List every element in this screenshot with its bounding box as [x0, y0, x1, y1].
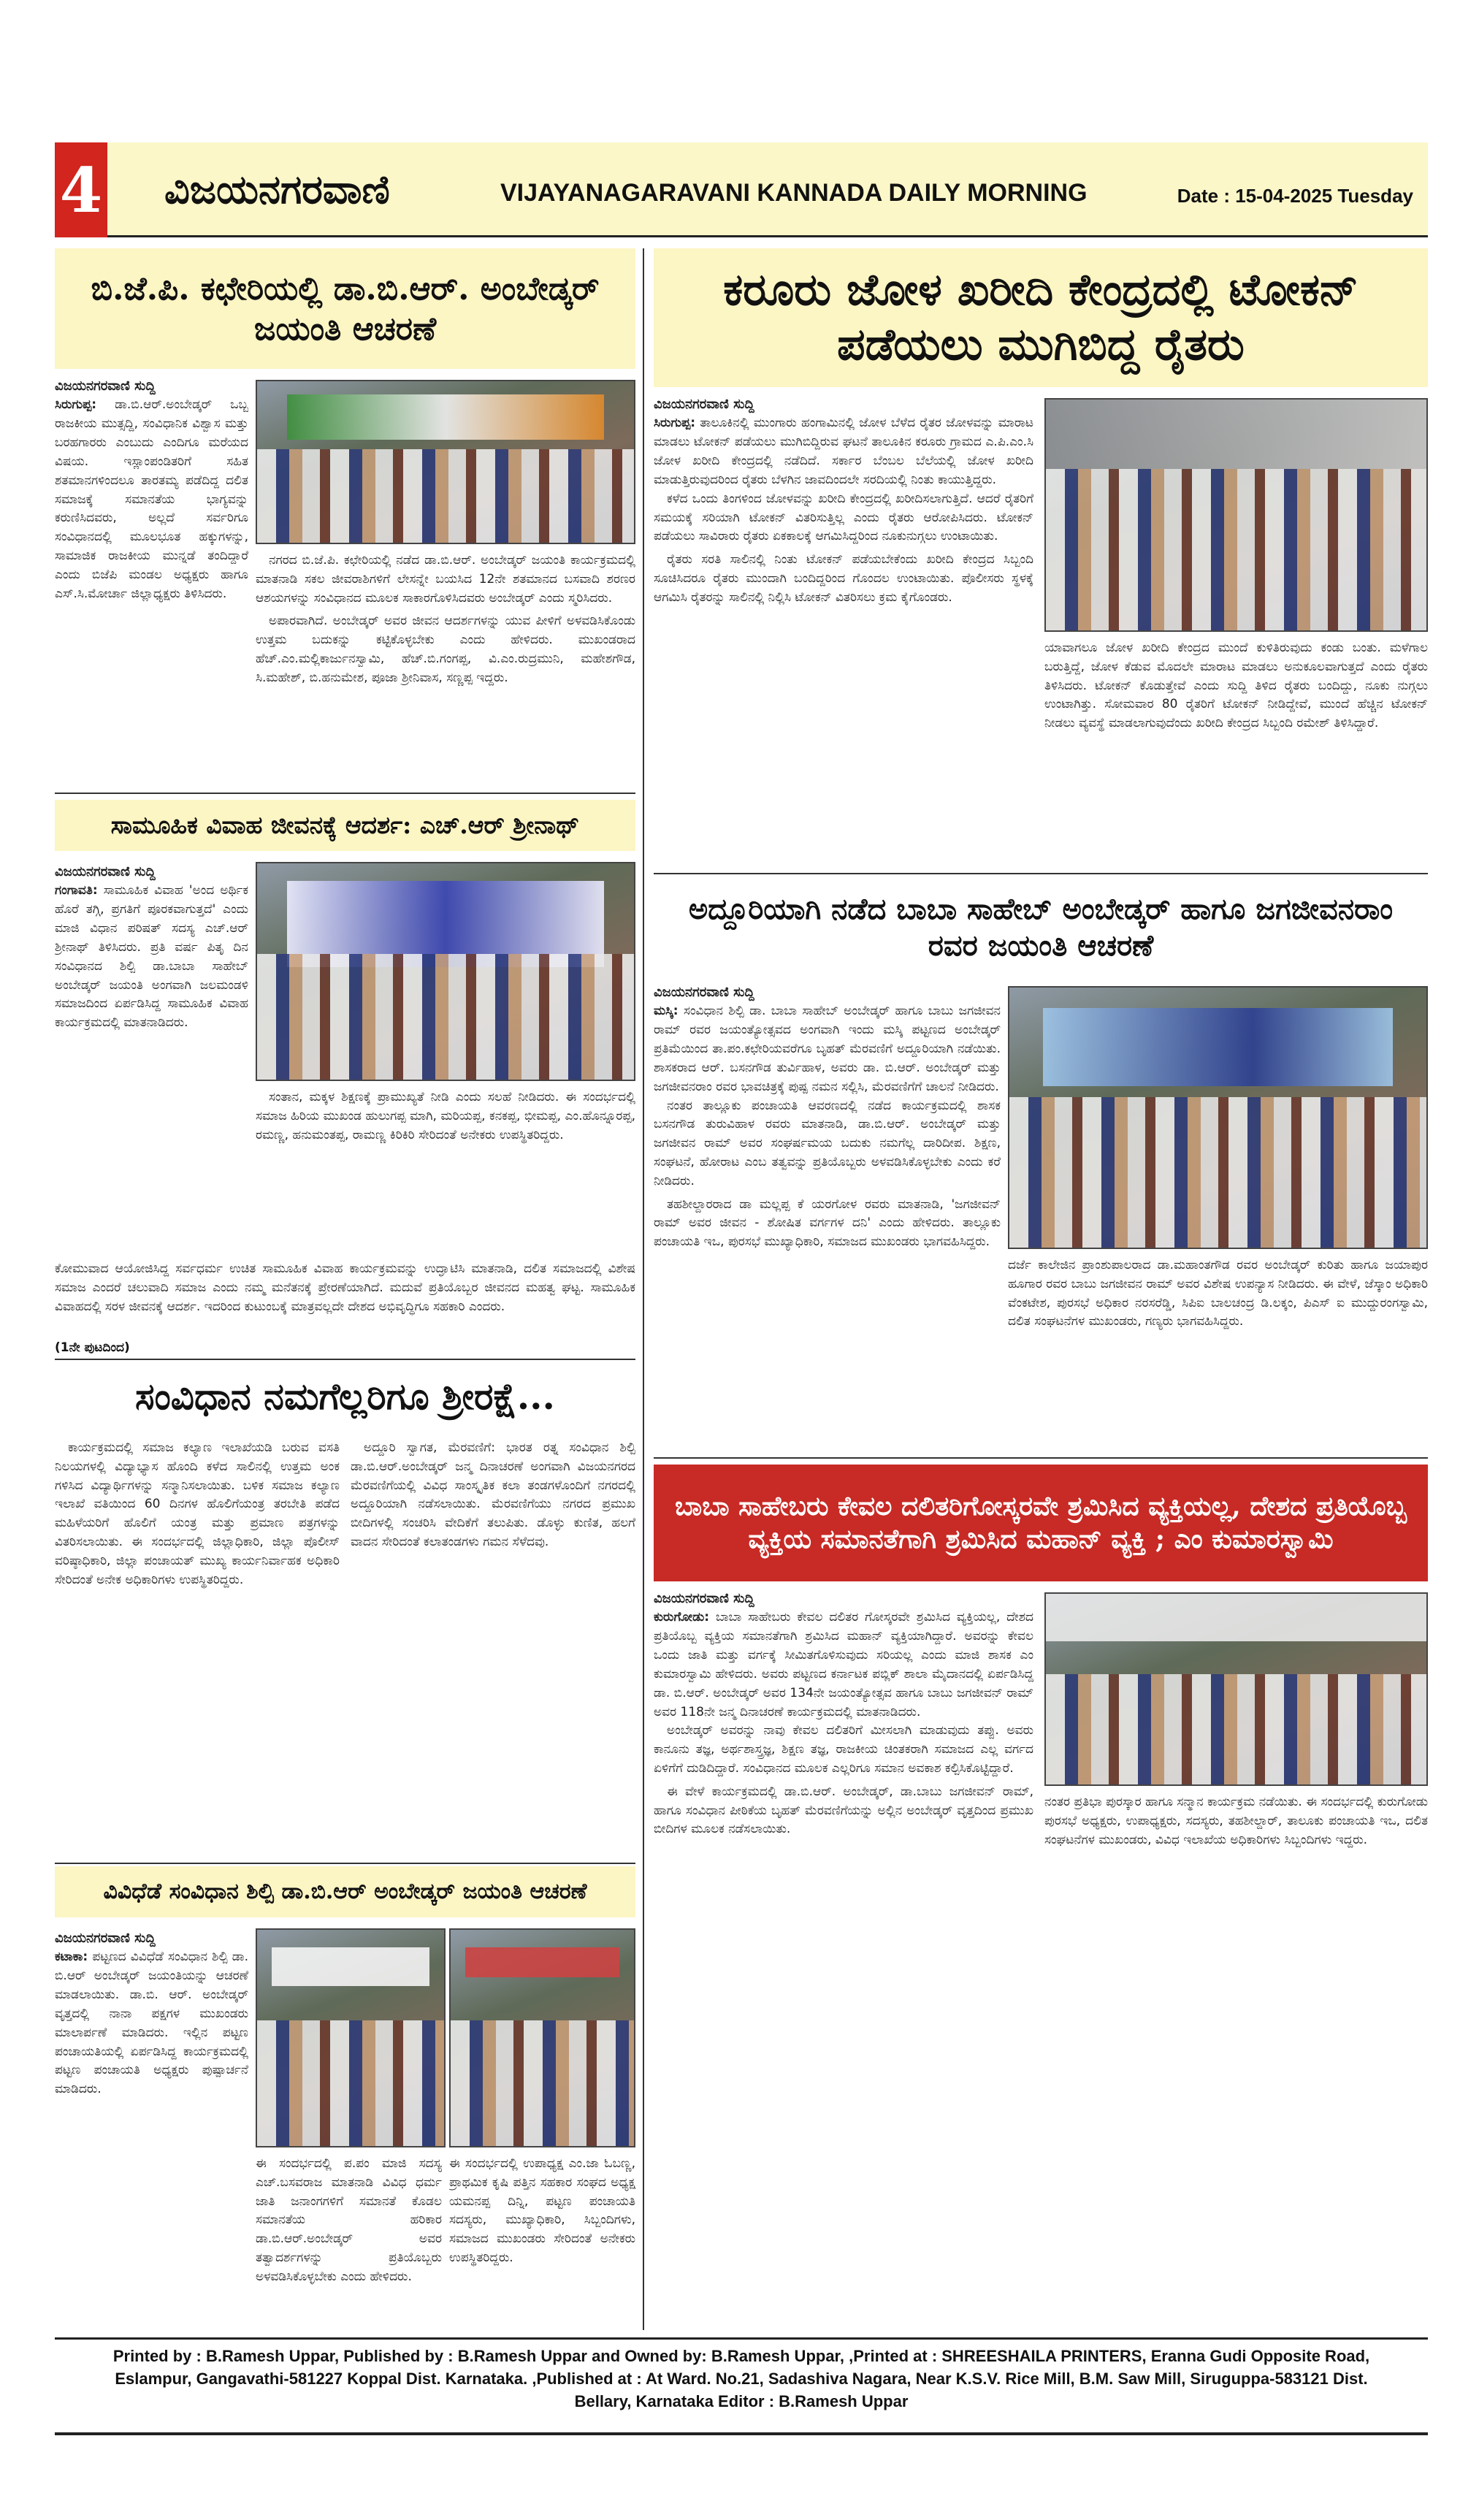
photo-karur [1044, 398, 1428, 632]
article-text: ಪಟ್ಟಣದ ವಿವಿಧೆಡೆ ಸಂವಿಧಾನ ಶಿಲ್ಪಿ ಡಾ. ಬಿ.ಆರ್ ಅಂಬೇಡ್ಕರ್ ಜಯಂತಿಯನ್ನು ಆಚರಣೆ ಮಾಡಲಾಯಿತು. ಡಾ.ಬಿ. ಆರ್. ಅಂಬೇಡ್ಕರ್ ವೃತ್ತದಲ್ಲಿ ನಾನಾ ಪಕ್ಷಗಳ ಮುಖಂಡರು ಮಾಲಾರ್ಪಣೆ ಮಾಡಿದರು. ಇಲ್ಲಿನ ಪಟ್ಟಣ ಪಂಚಾಯತಿಯಲ್ಲಿ ಏರ್ಪಡಿಸಿದ್ದ ಕಾರ್ಯಕ್ರಮದಲ್ಲಿ ಪಟ್ಟಣ ಪಂಚಾಯತಿ ಅಧ್ಯಕ್ಷರು ಪುಷ್ಪಾರ್ಚನೆ ಮಾಡಿದರು. [55, 1950, 248, 2097]
article-text: ಸಂತಾನ, ಮಕ್ಕಳ ಶಿಕ್ಷಣಕ್ಕೆ ಪ್ರಾಮುಖ್ಯತೆ ನೀಡಿ ಎಂದು ಸಲಹೆ ನೀಡಿದರು. ಈ ಸಂದರ್ಭದಲ್ಲಿ ಸಮಾಜ ಹಿರಿಯ ಮುಖಂಡ ಹುಲುಗಪ್ಪ ಮಾಗಿ, ಮರಿಯಪ್ಪ, ಕನಕಪ್ಪ, ಭೀಮಪ್ಪ, ಎಂ.ಹೊನ್ನೂರಪ್ಪ, ರಮಣ್ಣ, ಹನುಮಂತಪ್ಪ, ರಾಮಣ್ಣ ಕಿರಿಕಿರಿ ಸೇರಿದಂತೆ ಅನೇಕರು ಉಪಸ್ಥಿತರಿದ್ದರು. [256, 1090, 635, 1142]
imprint-line: Bellary, Karnataka Editor : B.Ramesh Uppar [574, 2391, 909, 2410]
place: ಸಿರುಗುಪ್ಪ: [55, 397, 97, 413]
photo-kumaraswamy [1044, 1592, 1428, 1786]
article-various-col1 [55, 1928, 248, 2330]
article-karur-col2 [1044, 639, 1428, 862]
article-bjp-col2 [256, 551, 635, 793]
place: ಮಸ್ಕಿ: [654, 1004, 679, 1019]
headline-constitution: ಸಂವಿಧಾನ ನಮಗೆಲ್ಲರಿಗೂ ಶ್ರೀರಕ್ಷೆ... [55, 1362, 635, 1432]
article-text: ಸಾಮೂಹಿಕ ವಿವಾಹ 'ಅಂದ ಅರ್ಥಿಕ ಹೊರೆ ತಗ್ಗಿ, ಪ್ರಗತಿಗೆ ಪೂರಕವಾಗುತ್ತದೆ' ಎಂದು ಮಾಜಿ ವಿಧಾನ ಪರಿಷತ್ ಸದಸ್ಯ ಎಚ್.ಆರ್ ಶ್ರೀನಾಥ್ ತಿಳಿಸಿದರು. ಪ್ರತಿ ವರ್ಷ ಪಿತೃ ದಿನ ಸಂವಿಧಾನದ ಶಿಲ್ಪಿ ಡಾ.ಬಾಬಾ ಸಾಹೇಬ್ ಅಂಬೇಡ್ಕರ್ ಜಯಂತಿ ಅಂಗವಾಗಿ ಜಲಮಂಡಳಿ ಸಮಾಜದಿಂದ ಏರ್ಪಡಿಸಿದ್ದ ಸಾಮೂಹಿಕ ವಿವಾಹ ಕಾರ್ಯಕ್ರಮದಲ್ಲಿ ಮಾತನಾಡಿದರು. [55, 883, 248, 1031]
article-various-col2 [256, 2155, 442, 2330]
photo-mass-marriage [256, 862, 635, 1081]
article-text: ಅದ್ದೂರಿ ಸ್ವಾಗತ, ಮೆರವಣಿಗೆ: ಭಾರತ ರತ್ನ ಸಂವಿಧಾನ ಶಿಲ್ಪಿ ಡಾ.ಬಿ.ಆರ್.ಅಂಬೇಡ್ಕರ್ ಜನ್ಮ ದಿನಾಚರಣೆ ಅಂಗವಾಗಿ ವಿಜಯನಗರದ ಮೆರವಣಿಗೆಯಲ್ಲಿ ವಿವಿಧ ಸಾಂಸ್ಕೃತಿಕ ಕಲಾ ತಂಡಗಳೊಂದಿಗೆ ನಗರದಲ್ಲಿ ಅದ್ದೂರಿಯಾಗಿ ನಡೆಸಲಾಯಿತು. ಮೆರವಣಿಗೆಯು ನಗರದ ಪ್ರಮುಖ ಬೀದಿಗಳಲ್ಲಿ ಸಂಚರಿಸಿ ವೇದಿಕೆಗೆ ತಲುಪಿತು. ಡೊಳ್ಳು ಕುಣಿತ, ಹಲಗೆ ವಾದನ ಸೇರಿದಂತೆ ಕಲಾತಂಡಗಳು ಗಮನ ಸೆಳೆದವು. [351, 1440, 635, 1550]
paper-name-kannada: ವಿಜಯನಗರವಾಣಿ [164, 166, 390, 213]
article-various-col3 [449, 2155, 635, 2330]
article-mass-marriage-col1 [55, 862, 248, 1256]
article-text: ಕೋಮುವಾದ ಆಯೋಜಿಸಿದ್ದ ಸರ್ವಧರ್ಮ ಉಚಿತ ಸಾಮೂಹಿಕ ವಿವಾಹ ಕಾರ್ಯಕ್ರಮವನ್ನು ಉದ್ಘಾಟಿಸಿ ಮಾತನಾಡಿ, ದಲಿತ ಸಮಾಜದಲ್ಲಿ ವಿಶೇಷ ಸಮಾಜ ಎಂದರೆ ಚಲುವಾದಿ ಸಮಾಜ ಎಂದು ನಮ್ಮ ಮನೆತನಕ್ಕೆ ಪ್ರೇರಣೆಯಾಗಿದೆ. ಮದುವೆ ಪ್ರತಿಯೊಬ್ಬರ ಜೀವನದ ಮಹತ್ವ ಘಟ್ಟ. ಸಾಮೂಹಿಕ ವಿವಾಹದಲ್ಲಿ ಸರಳ ಜೀವನಕ್ಕೆ ಆದರ್ಶ. ಇದರಿಂದ ಕುಟುಂಬಕ್ಕೆ ಮಾತ್ರವಲ್ಲದೇ ದೇಶದ ಅಭಿವೃದ್ಧಿಗೂ ಸಹಕಾರಿ ಎಂದರು. [55, 1261, 635, 1314]
headline-various-places: ವಿವಿಧೆಡೆ ಸಂವಿಧಾನ ಶಿಲ್ಪಿ ಡಾ.ಬಿ.ಆರ್ ಅಂಬೇಡ್ಕರ್ ಜಯಂತಿ ಆಚರಣೆ [55, 1866, 635, 1917]
place: ಸಿರುಗುಪ್ಪ: [654, 416, 696, 431]
article-text: ಅಪಾರವಾಗಿದೆ. ಅಂಬೇಡ್ಕರ್ ಅವರ ಜೀವನ ಆದರ್ಶಗಳನ್ನು ಯುವ ಪೀಳಿಗೆ ಅಳವಡಿಸಿಕೊಂಡು ಉತ್ತಮ ಬದುಕನ್ನು ಕಟ್ಟಿಕೊಳ್ಳಬೇಕು ಎಂದು ಹೇಳಿದರು. ಮುಖಂಡರಾದ ಹೆಚ್.ಎಂ.ಮಲ್ಲಿಕಾರ್ಜುನಸ್ವಾಮಿ, ಹೆಚ್.ಬಿ.ಗಂಗಪ್ಪ, ವಿ.ಎಂ.ರುದ್ರಮುನಿ, ಮಹೇಶಗೌಡ, ಸಿ.ಮಹೇಶ್, ಬಿ.ಹನುಮೇಶ, ಪೂಜಾ ಶ್ರೀನಿವಾಸ, ಸಣ್ಣಪ್ಪ ಇದ್ದರು. [256, 614, 635, 685]
column-rule [643, 248, 644, 2330]
article-text: ಈ ವೇಳೆ ಕಾರ್ಯಕ್ರಮದಲ್ಲಿ ಡಾ.ಬಿ.ಆರ್. ಅಂಬೇಡ್ಕರ್, ಡಾ.ಬಾಬು ಜಗಜೀವನ್ ರಾಮ್, ಹಾಗೂ ಸಂವಿಧಾನ ಪೀಠಿಕೆಯ ಬೃಹತ್ ಮೆರವಣಿಗೆಯನ್ನು ಅಲ್ಲಿನ ಅಂಬೇಡ್ಕರ್ ವೃತ್ತದಿಂದ ಪ್ರಮುಖ ಬೀದಿಗಳ ಮೂಲಕ ನಡೆಸಲಾಯಿತು. [654, 1784, 1033, 1837]
section-rule [654, 873, 1428, 874]
article-text: ಈ ಸಂದರ್ಭದಲ್ಲಿ ಉಪಾಧ್ಯಕ್ಷ ಎಂ.ಜಾ ಓಬಣ್ಣ, ಪ್ರಾಥಮಿಕ ಕೃಷಿ ಪತ್ತಿನ ಸಹಕಾರ ಸಂಘದ ಅಧ್ಯಕ್ಷ ಯಮನಪ್ಪ ದಿನ್ನಿ, ಪಟ್ಟಣ ಪಂಚಾಯತಿ ಸದಸ್ಯರು, ಮುಖ್ಯಾಧಿಕಾರಿ, ಸಿಬ್ಬಂದಿಗಳು, ಸಮಾಜದ ಮುಖಂಡರು ಸೇರಿದಂತೆ ಅನೇಕರು ಉಪಸ್ಥಿತರಿದ್ದರು. [449, 2156, 635, 2266]
article-constitution-col2 [351, 1439, 635, 1859]
article-bjp-col1 [55, 376, 248, 741]
paper-name-english: VIJAYANAGARAVANI KANNADA DAILY MORNING [500, 179, 1088, 207]
article-text: ನಂತರ ಪ್ರತಿಭಾ ಪುರಸ್ಕಾರ ಹಾಗೂ ಸನ್ಮಾನ ಕಾರ್ಯಕ್ರಮ ನಡೆಯಿತು. ಈ ಸಂದರ್ಭದಲ್ಲಿ ಕುರುಗೋಡು ಪುರಸಭೆ ಅಧ್ಯಕ್ಷರು, ಉಪಾಧ್ಯಕ್ಷರು, ಸದಸ್ಯರು, ತಹಶೀಲ್ದಾರ್, ತಾಲೂಕು ಪಂಚಾಯತಿ ಇಒ, ದಲಿತ ಸಂಘಟನೆಗಳ ಮುಖಂಡರು, ವಿವಿಧ ಇಲಾಖೆಯ ಅಧಿಕಾರಿಗಳು ಸಿಬ್ಬಂದಿಗಳು ಇದ್ದರು. [1044, 1795, 1428, 1847]
article-babasaheb-col2 [1008, 1256, 1428, 1450]
article-text: ಡಾ.ಬಿ.ಆರ್.ಅಂಬೇಡ್ಕರ್ ಒಬ್ಬ ರಾಜಕೀಯ ಮುತ್ಸದ್ದಿ, ಸಂವಿಧಾನಿಕ ವಿಶ್ವಾಸ ಮತ್ತು ಬರಹಗಾರರು ಎಂಬುದು ಎಂದಿಗೂ ಮರೆಯದ ವಿಷಯ. ಇಸ್ಲಾಂಪಂಡಿತರಿಗೆ ಸಹಿತ ಶತಮಾನಗಳಿಂದಲೂ ತಾರತಮ್ಯ ಪಡೆದಿದ್ದ ದಲಿತ ಸಮಾಜಕ್ಕೆ ಸಮಾನತೆಯ ಭಾಗ್ಯವನ್ನು ಕರುಣಿಸಿದವರು, ಅಲ್ಲದೆ ಸರ್ವರಿಗೂ ಸಂವಿಧಾನದಲ್ಲಿ ಮೂಲಭೂತ ಹಕ್ಕುಗಳನ್ನು, ಸಾಮಾಜಿಕ ರಾಜಕೀಯ ಮುನ್ನಡೆ ತಂದಿದ್ದಾರೆ ಎಂದು ಬಿಜೆಪಿ ಮಂಡಲ ಅಧ್ಯಕ್ಷರು ಹಾಗೂ ಎಸ್.ಸಿ.ಮೋರ್ಚಾ ಜಿಲ್ಲಾಧ್ಯಕ್ಷರು ತಿಳಿಸಿದರು. [55, 397, 248, 601]
photo-bjp [256, 380, 635, 544]
article-babasaheb-col1 [654, 982, 1001, 1450]
dateline: ವಿಜಯನಗರವಾಣಿ ಸುದ್ದಿ [55, 378, 156, 394]
article-text: ರೈತರು ಸರತಿ ಸಾಲಿನಲ್ಲಿ ನಿಂತು ಟೋಕನ್ ಪಡೆಯಬೇಕೆಂದು ಖರೀದಿ ಕೇಂದ್ರದ ಸಿಬ್ಬಂದಿ ಸೂಚಿಸಿದರೂ ರೈತರು ಮುಂದಾಗಿ ಬಂದಿದ್ದರಿಂದ ಗೊಂದಲ ಉಂಟಾಯಿತು. ಪೊಲೀಸರು ಸ್ಥಳಕ್ಕೆ ಆಗಮಿಸಿ ರೈತರನ್ನು ಸಾಲಿನಲ್ಲಿ ನಿಲ್ಲಿಸಿ ಟೋಕನ್ ವಿತರಿಸಲು ಕ್ರಮ ಕೈಗೊಂಡರು. [654, 552, 1033, 605]
headline-bjp: ಬಿ.ಜೆ.ಪಿ. ಕಛೇರಿಯಲ್ಲಿ ಡಾ.ಬಿ.ಆರ್. ಅಂಬೇಡ್ಕರ್ ಜಯಂತಿ ಆಚರಣೆ [55, 248, 635, 369]
section-rule [55, 1863, 635, 1864]
dateline: ವಿಜಯನಗರವಾಣಿ ಸುದ್ದಿ [55, 864, 156, 879]
article-text: ತಾಲೂಕಿನಲ್ಲಿ ಮುಂಗಾರು ಹಂಗಾಮಿನಲ್ಲಿ ಜೋಳ ಬೆಳೆದ ರೈತರ ಜೋಳವನ್ನು ಮಾರಾಟ ಮಾಡಲು ಟೋಕನ್ ಪಡೆಯಲು ಮುಗಿಬಿದ್ದಿರುವ ಘಟನೆ ತಾಲೂಕಿನ ಕರೂರು ಗ್ರಾಮದ ಎ.ಪಿ.ಎಂ.ಸಿ ಜೋಳ ಖರೀದಿ ಕೇಂದ್ರದಲ್ಲಿ ನಡೆದಿದೆ. ಸರ್ಕಾರ ಬೆಂಬಲ ಬೆಲೆಯಲ್ಲಿ ಜೋಳ ಖರೀದಿ ಮಾಡುತ್ತಿರುವುದರಿಂದ ರೈತರು ಬೆಳಗಿನ ಜಾವದಿಂದಲೇ ಸರದಿಯಲ್ಲಿ ನಿಂತು ಕಾಯುತ್ತಿದ್ದರು. [654, 416, 1033, 487]
article-text: ಕಾರ್ಯಕ್ರಮದಲ್ಲಿ ಸಮಾಜ ಕಲ್ಯಾಣ ಇಲಾಖೆಯಡಿ ಬರುವ ವಸತಿ ನಿಲಯಗಳಲ್ಲಿ ವಿದ್ಯಾಭ್ಯಾಸ ಹೊಂದಿ ಕಳೆದ ಸಾಲಿನಲ್ಲಿ ಉತ್ತಮ ಅಂಕ ಗಳಿಸಿದ ವಿದ್ಯಾರ್ಥಿಗಳನ್ನು ಸನ್ಮಾನಿಸಲಾಯಿತು. ಬಳಿಕ ಸಮಾಜ ಕಲ್ಯಾಣ ಇಲಾಖೆ ವತಿಯಿಂದ 60 ದಿನಗಳ ಹೊಲಿಗೆಯಂತ್ರ ತರಬೇತಿ ಪಡೆದ ಮಹಿಳೆಯರಿಗೆ ಹೊಲಿಗೆ ಯಂತ್ರ ಮತ್ತು ಪ್ರಮಾಣ ಪತ್ರಗಳನ್ನು ವಿತರಿಸಲಾಯಿತು. ಈ ಸಂದರ್ಭದಲ್ಲಿ ಜಿಲ್ಲಾಧಿಕಾರಿ, ಜಿಲ್ಲಾ ಪೊಲೀಸ್ ವರಿಷ್ಠಾಧಿಕಾರಿ, ಜಿಲ್ಲಾ ಪಂಚಾಯತ್ ಮುಖ್ಯ ಕಾರ್ಯನಿರ್ವಾಹಕ ಅಧಿಕಾರಿ ಸೇರಿದಂತೆ ಅನೇಕ ಅಧಿಕಾರಿಗಳು ಉಪಸ್ಥಿತರಿದ್ದರು. [55, 1440, 340, 1587]
article-mass-marriage-col2 [256, 1088, 635, 1256]
headline-karur: ಕರೂರು ಜೋಳ ಖರೀದಿ ಕೇಂದ್ರದಲ್ಲಿ ಟೋಕನ್ ಪಡೆಯಲು ಮುಗಿಬಿದ್ದ ರೈತರು [654, 248, 1428, 387]
issue-date: Date : 15-04-2025 Tuesday [1177, 185, 1413, 207]
photo-various-2 [449, 1928, 635, 2147]
imprint-line: Eslampur, Gangavathi-581227 Koppal Dist. Karnataka. ,Published at : At Ward. No.21, Sadashiva Nagara, Near K.S.V. Rice Mill, B.M. Saw Mill, Siruguppa-583121 Dist. [115, 2369, 1368, 2388]
headline-mass-marriage: ಸಾಮೂಹಿಕ ವಿವಾಹ ಜೀವನಕ್ಕೆ ಆದರ್ಶ: ಎಚ್.ಆರ್ ಶ್ರೀನಾಥ್ [55, 800, 635, 851]
photo-babasaheb [1008, 986, 1428, 1249]
photo-various-1 [256, 1928, 446, 2147]
article-text: ಈ ಸಂದರ್ಭದಲ್ಲಿ ಪ.ಪಂ ಮಾಜಿ ಸದಸ್ಯ ಎಚ್.ಬಸವರಾಜ ಮಾತನಾಡಿ ವಿವಿಧ ಧರ್ಮ ಜಾತಿ ಜನಾಂಗಗಳಿಗೆ ಸಮಾನತೆ ಕೊಡಲ ಸಮಾನತೆಯ ಹರಿಕಾರ ಡಾ.ಬಿ.ಆರ್.ಅಂಬೇಡ್ಕರ್ ಅವರ ತತ್ವಾದರ್ಶಗಳನ್ನು ಪ್ರತಿಯೊಬ್ಬರು ಅಳವಡಿಸಿಕೊಳ್ಳಬೇಕು ಎಂದು ಹೇಳಿದರು. [256, 2156, 442, 2284]
article-text: ತಹಶೀಲ್ದಾರರಾದ ಡಾ ಮಲ್ಲಪ್ಪ ಕೆ ಯರಗೋಳ ರವರು ಮಾತನಾಡಿ, 'ಜಗಜೀವನ್ ರಾಮ್ ಅವರ ಜೀವನ - ಶೋಷಿತ ವರ್ಗಗಳ ದನಿ' ಎಂದು ಹೇಳಿದರು. ತಾಲ್ಲೂಕು ಪಂಚಾಯತಿ ಇಒ, ಪುರಸಭೆ ಮುಖ್ಯಾಧಿಕಾರಿ, ಸಮಾಜದ ಮುಖಂಡರು ಭಾಗವಹಿಸಿದ್ದರು. [654, 1196, 1001, 1250]
headline-kumaraswamy: ಬಾಬಾ ಸಾಹೇಬರು ಕೇವಲ ದಲಿತರಿಗೋಸ್ಕರವೇ ಶ್ರಮಿಸಿದ ವ್ಯಕ್ತಿಯಲ್ಲ, ದೇಶದ ಪ್ರತಿಯೊಬ್ಬ ವ್ಯಕ್ತಿಯ ಸಮಾನತೆಗಾಗಿ ಶ್ರಮಿಸಿದ ಮಹಾನ್ ವ್ಯಕ್ತಿ ; ಎಂ ಕುಮಾರಸ್ವಾಮಿ [654, 1465, 1428, 1581]
page-number: 4 [55, 142, 107, 237]
dateline: ವಿಜಯನಗರವಾಣಿ ಸುದ್ದಿ [654, 985, 754, 1000]
dateline: ವಿಜಯನಗರವಾಣಿ ಸುದ್ದಿ [654, 1591, 754, 1606]
article-text: ಸಂವಿಧಾನ ಶಿಲ್ಪಿ ಡಾ. ಬಾಬಾ ಸಾಹೇಬ್ ಅಂಬೇಡ್ಕರ್ ಹಾಗೂ ಬಾಬು ಜಗಜೀವನ ರಾಮ್ ರವರ ಜಯಂತ್ಯೋತ್ಸವದ ಅಂಗವಾಗಿ ಇಂದು ಮಸ್ಕಿ ಪಟ್ಟಣದ ಅಂಬೇಡ್ಕರ್ ಪ್ರತಿಮೆಯಿಂದ ತಾ.ಪಂ.ಕಛೇರಿಯವರೆಗೂ ಬೃಹತ್ ಮೆರವಣಿಗೆ ಅದ್ದೂರಿಯಾಗಿ ನಡೆಯಿತು. ಶಾಸಕರಾದ ಆರ್. ಬಸನಗೌಡ ತುರ್ವಿಹಾಳ, ಅವರು ಡಾ. ಬಿ.ಆರ್. ಅಂಬೇಡ್ಕರ್ ಮತ್ತು ಜಗಜೀವನರಾಂ ರವರ ಭಾವಚಿತ್ರಕ್ಕೆ ಪುಷ್ಪ ನಮನ ಸಲ್ಲಿಸಿ, ಮೆರವಣಿಗೆಗೆ ಚಾಲನೆ ನೀಡಿದರು. [654, 1004, 1001, 1094]
masthead [55, 142, 1428, 237]
place: ಗಂಗಾವತಿ: [55, 883, 98, 898]
article-text: ಬಾಬಾ ಸಾಹೇಬರು ಕೇವಲ ದಲಿತರ ಗೋಸ್ಕರವೇ ಶ್ರಮಿಸಿದ ವ್ಯಕ್ತಿಯಲ್ಲ, ದೇಶದ ಪ್ರತಿಯೊಬ್ಬ ವ್ಯಕ್ತಿಯ ಸಮಾನತೆಗಾಗಿ ಶ್ರಮಿಸಿದ ಮಹಾನ್ ವ್ಯಕ್ತಿಯಾಗಿದ್ದಾರೆ. ಅವರನ್ನು ಕೇವಲ ಒಂದು ಜಾತಿ ಮತ್ತು ವರ್ಗಕ್ಕೆ ಸೀಮಿತಗೊಳಿಸುವುದು ಸರಿಯಲ್ಲ ಎಂದು ಮಾಜಿ ಶಾಸಕ ಎಂ ಕುಮಾರಸ್ವಾಮಿ ಹೇಳಿದರು. ಅವರು ಪಟ್ಟಣದ ಕರ್ನಾಟಕ ಪಬ್ಲಿಕ್ ಶಾಲಾ ಮೈದಾನದಲ್ಲಿ ಏರ್ಪಡಿಸಿದ್ದ ಡಾ. ಬಿ.ಆರ್. ಅಂಬೇಡ್ಕರ್ ಅವರ 134ನೇ ಜಯಂತ್ಯೋತ್ಸವ ಹಾಗೂ ಬಾಬು ಜಗಜೀವನ್ ರಾಮ್ ಅವರ 118ನೇ ಜನ್ಮ ದಿನಾಚರಣೆ ಕಾರ್ಯಕ್ರಮದಲ್ಲಿ ಮಾತನಾಡಿದರು. [654, 1610, 1033, 1719]
article-text: ಯಾವಾಗಲೂ ಜೋಳ ಖರೀದಿ ಕೇಂದ್ರದ ಮುಂದೆ ಕುಳಿತಿರುವುದು ಕಂಡು ಬಂತು. ಮಳೆಗಾಲ ಬರುತ್ತಿದ್ದೆ, ಜೋಳ ಕೆಡುವ ಮೊದಲೇ ಮಾರಾಟ ಮಾಡಲು ಅನುಕೂಲವಾಗುತ್ತದೆ ಎಂದು ರೈತರು ತಿಳಿಸಿದರು. ಟೋಕನ್ ಕೊಡುತ್ತೇವೆ ಎಂದು ಸುದ್ದಿ ತಿಳಿದ ರೈತರು ಬಂದಿದ್ದು, ನೂಕು ನುಗ್ಗಲು ಉಂಟಾಗಿತ್ತು. ಸೋಮವಾರ 80 ರೈತರಿಗೆ ಟೋಕನ್ ನೀಡಿದ್ದೇವೆ, ಮುಂದೆ ಹೆಚ್ಚಿನ ಟೋಕನ್ ನೀಡಲು ವ್ಯವಸ್ಥೆ ಮಾಡಲಾಗುವುದೆಂದು ಖರೀದಿ ಕೇಂದ್ರದ ಸಿಬ್ಬಂದಿ ರಮೇಶ್ ತಿಳಿಸಿದ್ದಾರೆ. [1044, 641, 1428, 731]
article-kumaraswamy-col1 [654, 1589, 1033, 2330]
dateline: ವಿಜಯನಗರವಾಣಿ ಸುದ್ದಿ [654, 397, 754, 412]
footer-rule [55, 2432, 1428, 2435]
continued-label: (1ನೇ ಪುಟದಿಂದ) [55, 1340, 130, 1355]
article-mass-marriage-col3 [55, 1260, 635, 1340]
headline-babasaheb: ಅದ್ದೂರಿಯಾಗಿ ನಡೆದ ಬಾಬಾ ಸಾಹೇಬ್ ಅಂಬೇಡ್ಕರ್ ಹಾಗೂ ಜಗಜೀವನರಾಂ ರವರ ಜಯಂತಿ ಆಚರಣೆ [654, 880, 1428, 975]
article-text: ನಂತರ ತಾಲ್ಲೂಕು ಪಂಚಾಯತಿ ಆವರಣದಲ್ಲಿ ನಡೆದ ಕಾರ್ಯಕ್ರಮದಲ್ಲಿ ಶಾಸಕ ಬಸನಗೌಡ ತುರುವಿಹಾಳ ರವರು ಮಾತನಾಡಿ, ಡಾ.ಬಿ.ಆರ್. ಅಂಬೇಡ್ಕರ್ ಮತ್ತು ಜಗಜೀವನ ರಾಮ್ ಅವರ ಸಂಘರ್ಷಮಯ ಬದುಕು ನಮಗೆಲ್ಲ ದಾರಿದೀಪ. ಶಿಕ್ಷಣ, ಸಂಘಟನೆ, ಹೋರಾಟ ಎಂಬ ತತ್ವವನ್ನು ಪ್ರತಿಯೊಬ್ಬರು ಅಳವಡಿಸಿಕೊಳ್ಳಬೇಕು ಎಂದು ಕರೆ ನೀಡಿದರು. [654, 1098, 1001, 1188]
imprint-line: Printed by : B.Ramesh Uppar, Published by : B.Ramesh Uppar and Owned by: B.Ramesh Uppar, ,Printed at : SHREESHAILA PRINTERS, Eranna Gudi Opposite Road, [112, 2347, 1370, 2365]
section-rule [654, 1457, 1428, 1459]
article-text: ದರ್ಜೆ ಕಾಲೇಜಿನ ಪ್ರಾಂಶುಪಾಲರಾದ ಡಾ.ಮಹಾಂತಗೌಡ ರವರ ಅಂಬೇಡ್ಕರ್ ಕುರಿತು ಹಾಗೂ ಜಯಾಪುರ ಹೂಗಾರ ರವರ ಬಾಬು ಜಗಜೀವನ ರಾಮ್ ಅವರ ವಿಶೇಷ ಉಪನ್ಯಾಸ ನೀಡಿದರು. ಈ ವೇಳೆ, ಜೆಸ್ಕಾಂ ಅಧಿಕಾರಿ ವೆಂಕಟೇಶ, ಪುರಸಭೆ ಅಧಿಕಾರ ನರಸರೆಡ್ಡಿ, ಸಿಪಿಐ ಬಾಲಚಂದ್ರ ಡಿ.ಲಕ್ಕಂ, ಪಿಎಸ್ ಐ ಮುದ್ದುರಂಗಸ್ವಾಮಿ, ದಲಿತ ಸಂಘಟನೆಗಳ ಮುಖಂಡರು, ಗಣ್ಯರು ಭಾಗವಹಿಸಿದ್ದರು. [1008, 1258, 1428, 1329]
section-rule [55, 793, 635, 794]
section-rule [55, 1359, 635, 1360]
dateline: ವಿಜಯನಗರವಾಣಿ ಸುದ್ದಿ [55, 1931, 156, 1946]
article-karur-col1 [654, 394, 1033, 862]
place: ಕುರುಗೋಡು: [654, 1610, 710, 1625]
article-text: ಕಳೆದ ಒಂದು ತಿಂಗಳಿಂದ ಜೋಳವನ್ನು ಖರೀದಿ ಕೇಂದ್ರದಲ್ಲಿ ಖರೀದಿಸಲಾಗುತ್ತಿದೆ. ಆದರೆ ರೈತರಿಗೆ ಸಮಯಕ್ಕೆ ಸರಿಯಾಗಿ ಟೋಕನ್ ವಿತರಿಸುತ್ತಿಲ್ಲ ಎಂದು ರೈತರು ಆರೋಪಿಸಿದರು. ಟೋಕನ್ ಪಡೆಯಲು ಸಾವಿರಾರು ರೈತರು ಏಕಕಾಲಕ್ಕೆ ಆಗಮಿಸಿದ್ದರಿಂದ ನೂಕುನುಗ್ಗಲು ಉಂಟಾಯಿತು. [654, 491, 1033, 544]
article-constitution-col1 [55, 1439, 340, 1859]
article-kumaraswamy-col2 [1044, 1793, 1428, 2330]
place: ಕಟಾಕಾ: [55, 1950, 88, 1965]
article-text: ಅಂಬೇಡ್ಕರ್ ಅವರನ್ನು ನಾವು ಕೇವಲ ದಲಿತರಿಗೆ ಮೀಸಲಾಗಿ ಮಾಡುವುದು ತಪ್ಪು. ಅವರು ಕಾನೂನು ತಜ್ಞ, ಅರ್ಥಶಾಸ್ತ್ರಜ್ಞ, ಶಿಕ್ಷಣ ತಜ್ಞ, ರಾಜಕೀಯ ಚಿಂತಕರಾಗಿ ಸಮಾಜದ ಎಲ್ಲ ವರ್ಗದ ಏಳಿಗೆಗೆ ದುಡಿದಿದ್ದಾರೆ. ಸಂವಿಧಾನದ ಮೂಲಕ ಎಲ್ಲರಿಗೂ ಸಮಾನ ಅವಕಾಶ ಕಲ್ಪಿಸಿಕೊಟ್ಟಿದ್ದಾರೆ. [654, 1723, 1033, 1776]
imprint-footer [55, 2337, 1428, 2425]
article-text: ನಗರದ ಬಿ.ಜೆ.ಪಿ. ಕಛೇರಿಯಲ್ಲಿ ನಡೆದ ಡಾ.ಬಿ.ಆರ್. ಅಂಬೇಡ್ಕರ್ ಜಯಂತಿ ಕಾರ್ಯಕ್ರಮದಲ್ಲಿ ಮಾತನಾಡಿ ಸಕಲ ಜೀವರಾಶಿಗಳಿಗೆ ಲೇಸನ್ನೇ ಬಯಸಿದ 12ನೇ ಶತಮಾನದ ಬಸವಾದಿ ಶರಣರ ಆಶಯಗಳನ್ನು ಸಂವಿಧಾನದ ಮೂಲಕ ಸಾಕಾರಗೊಳಿಸಿದವರು ಅಂಬೇಡ್ಕರ್ ಎಂದು ಸ್ಮರಿಸಿದರು. [256, 553, 635, 606]
